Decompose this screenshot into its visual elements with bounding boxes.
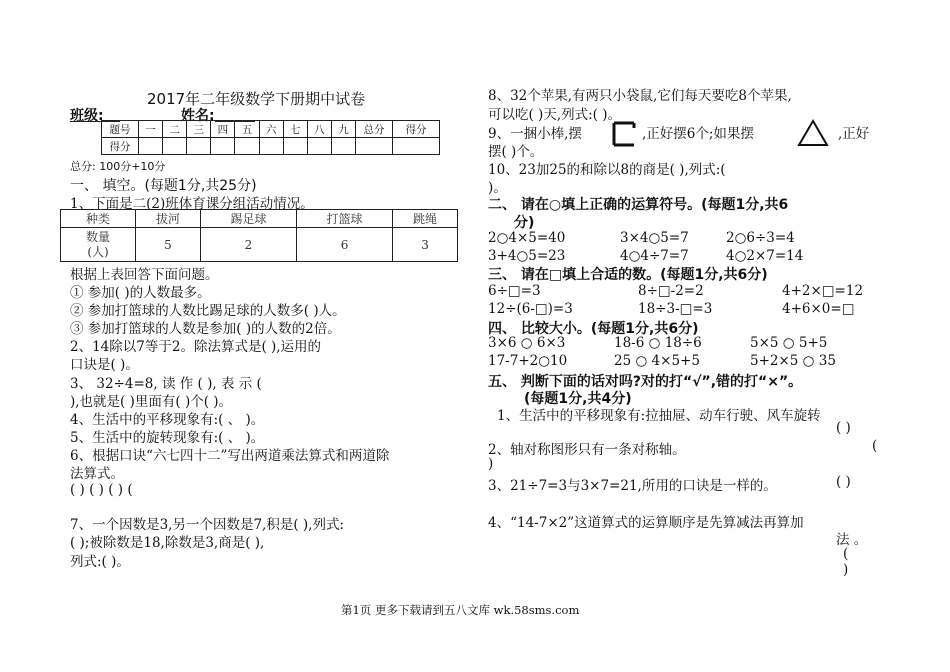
score-header-cell: 题号 <box>102 121 139 138</box>
q9-line: ,正好 <box>838 126 870 142</box>
section1-line: 列式:( )。 <box>70 554 130 570</box>
section1-line: ),也就是( )里面有( )个( )。 <box>70 394 233 410</box>
s5-q4: 4、“14-7×2”这道算式的运算顺序是先算减法再算加 <box>488 515 804 531</box>
activity-header-cell: 拔河 <box>136 210 201 228</box>
s5-q2-answer: ( <box>872 438 878 454</box>
activity-header-cell: 打篮球 <box>296 210 392 228</box>
s2-item: 3×4○5=7 <box>620 230 689 246</box>
section1-line: 6、根据口诀“六七四十二”写出两道乘法算式和两道除 <box>70 448 390 464</box>
s3-item: 12÷(6-□)=3 <box>488 301 573 317</box>
page-title: 2017年二年级数学下册期中试卷 <box>147 90 366 108</box>
activity-value-row <box>61 228 458 262</box>
s2-item: 2○4×5=40 <box>488 230 566 246</box>
score-header-cell: 总分 <box>356 121 393 138</box>
s5-q3-answer: ( ) <box>836 474 851 490</box>
section2-heading-cont: 分) <box>514 215 535 231</box>
section1-line: 根据上表回答下面问题。 <box>70 267 219 283</box>
activity-row-label <box>61 228 136 262</box>
section1-line: 2、14除以7等于2。除法算式是( ),运用的 <box>70 339 322 355</box>
class-label: 班级: <box>70 108 104 124</box>
total-score: 总分: 100分+10分 <box>70 160 166 173</box>
activity-header-cell: 种类 <box>61 210 136 228</box>
q9-line: 摆( )个。 <box>488 144 544 160</box>
s5-q1-answer: ( ) <box>836 420 851 436</box>
score-header-cell: 二 <box>163 121 187 138</box>
section5-heading: 五、 判断下面的话对吗?对的打“√”,错的打“×”。 <box>488 374 803 390</box>
s3-item: 8÷□-2=2 <box>638 283 704 299</box>
score-table <box>101 120 440 155</box>
s4-item: 25 ○ 4×5+5 <box>614 353 700 369</box>
section1-line: 5、生活中的旋转现象有:( 、 )。 <box>70 430 265 446</box>
s4-item: 18-6 ○ 18÷6 <box>614 335 702 351</box>
row-label-2: (人) <box>87 244 109 259</box>
score-header-cell: 九 <box>331 121 355 138</box>
score-header-cell: 一 <box>139 121 163 138</box>
section1-line: ② 参加打篮球的人数比踢足球的人数多( )人。 <box>70 303 346 319</box>
q10-line: 10、23加25的和除以8的商是( ),列式:( <box>488 162 726 178</box>
q9-line: 9、一捆小棒,摆 <box>488 126 582 142</box>
score-header-cell: 五 <box>235 121 259 138</box>
s3-item: 6÷□=3 <box>488 283 541 299</box>
section4-heading: 四、 比较大小。(每题1分,共6分) <box>488 321 699 337</box>
score-header-cell: 七 <box>283 121 307 138</box>
name-label: 姓名: <box>181 108 215 124</box>
activity-value: 3 <box>393 228 458 262</box>
score-header-cell: 四 <box>211 121 235 138</box>
s4-item: 3×6 ○ 6×3 <box>488 335 566 351</box>
section1-line: ③ 参加打篮球的人数是参加( )的人数的2倍。 <box>70 321 341 337</box>
section1-line: 法算式。 <box>70 466 124 482</box>
s5-q2: 2、轴对称图形只有一条对称轴。 <box>488 442 686 458</box>
q9-line: ,正好摆6个;如果摆 <box>642 126 754 142</box>
q10-line: )。 <box>488 180 507 196</box>
score-header-cell: 得分 <box>393 121 440 138</box>
s4-item: 5+2×5 ○ 35 <box>750 353 836 369</box>
score-row-label: 得分 <box>102 138 139 155</box>
q8-line: 可以吃( )天,列式:( )。 <box>488 107 621 123</box>
section1-line: 口诀是( )。 <box>70 357 139 373</box>
s5-q4-cont: 法 。 <box>836 532 868 548</box>
s4-item: 5×5 ○ 5+5 <box>750 335 828 351</box>
section1-line: ( ) ( ) ( ) ( <box>70 482 133 498</box>
score-header-cell: 三 <box>187 121 211 138</box>
section3-heading: 三、 请在□填上合适的数。(每题1分,共6分) <box>488 267 768 283</box>
s5-q4-answer-close: ) <box>843 562 849 578</box>
score-header-cell: 八 <box>307 121 331 138</box>
triangle-shape-icon <box>797 119 829 151</box>
activity-header-cell: 踢足球 <box>200 210 296 228</box>
score-header-cell: 六 <box>259 121 283 138</box>
s5-q3: 3、21÷7=3与3×7=21,所用的口诀是一样的。 <box>488 478 777 494</box>
row-label-1: 数量 <box>85 229 110 244</box>
page-footer: 第1页 更多下载请到五八文库 wk.58sms.com <box>341 603 580 617</box>
s5-q2-answer-close: ) <box>488 456 494 472</box>
section1-line: ( );被除数是18,除数是3,商是( ), <box>70 535 265 551</box>
section1-heading: 一、 填空。(每题1分,共25分) <box>70 178 257 194</box>
activity-table <box>60 209 458 262</box>
s3-item: 4+2×□=12 <box>782 283 864 299</box>
activity-value: 2 <box>200 228 296 262</box>
section1-line: 7、一个因数是3,另一个因数是7,积是( ),列式: <box>70 517 345 533</box>
section1-line: ① 参加( )的人数最多。 <box>70 285 211 301</box>
section5-heading-cont: (每题1分,共4分) <box>524 391 632 407</box>
activity-value: 6 <box>296 228 392 262</box>
section1-line: 4、生活中的平移现象有:( 、 )。 <box>70 412 265 428</box>
q1-text: 1、下面是二(2)班体育课分组活动情况。 <box>70 196 314 212</box>
section2-heading: 二、 请在○填上正确的运算符号。(每题1分,共6 <box>488 197 789 213</box>
s5-q1: 1、生活中的平移现象有:拉抽屉、动车行驶、风车旋转 <box>497 408 821 424</box>
activity-header-row <box>61 210 458 228</box>
score-header-row <box>102 121 440 138</box>
s2-item: 2○6÷3=4 <box>726 230 795 246</box>
q8-line: 8、32个苹果,有两只小袋鼠,它们每天要吃8个苹果, <box>488 88 792 104</box>
activity-header-cell: 跳绳 <box>393 210 458 228</box>
bracket-shape-icon <box>611 120 637 152</box>
s5-q4-answer: ( <box>843 546 849 562</box>
s3-item: 18÷3-□=3 <box>638 301 713 317</box>
score-value-row <box>102 138 440 155</box>
s2-item: 3+4○5=23 <box>488 248 566 264</box>
s2-item: 4○2×7=14 <box>726 248 804 264</box>
s2-item: 4○4÷7=7 <box>620 248 689 264</box>
s4-item: 17-7+2○10 <box>488 353 568 369</box>
s3-item: 4+6×0=□ <box>782 301 855 317</box>
activity-value: 5 <box>136 228 201 262</box>
section1-line: 3、 32÷4=8, 读 作 ( ), 表 示 ( <box>70 376 262 392</box>
